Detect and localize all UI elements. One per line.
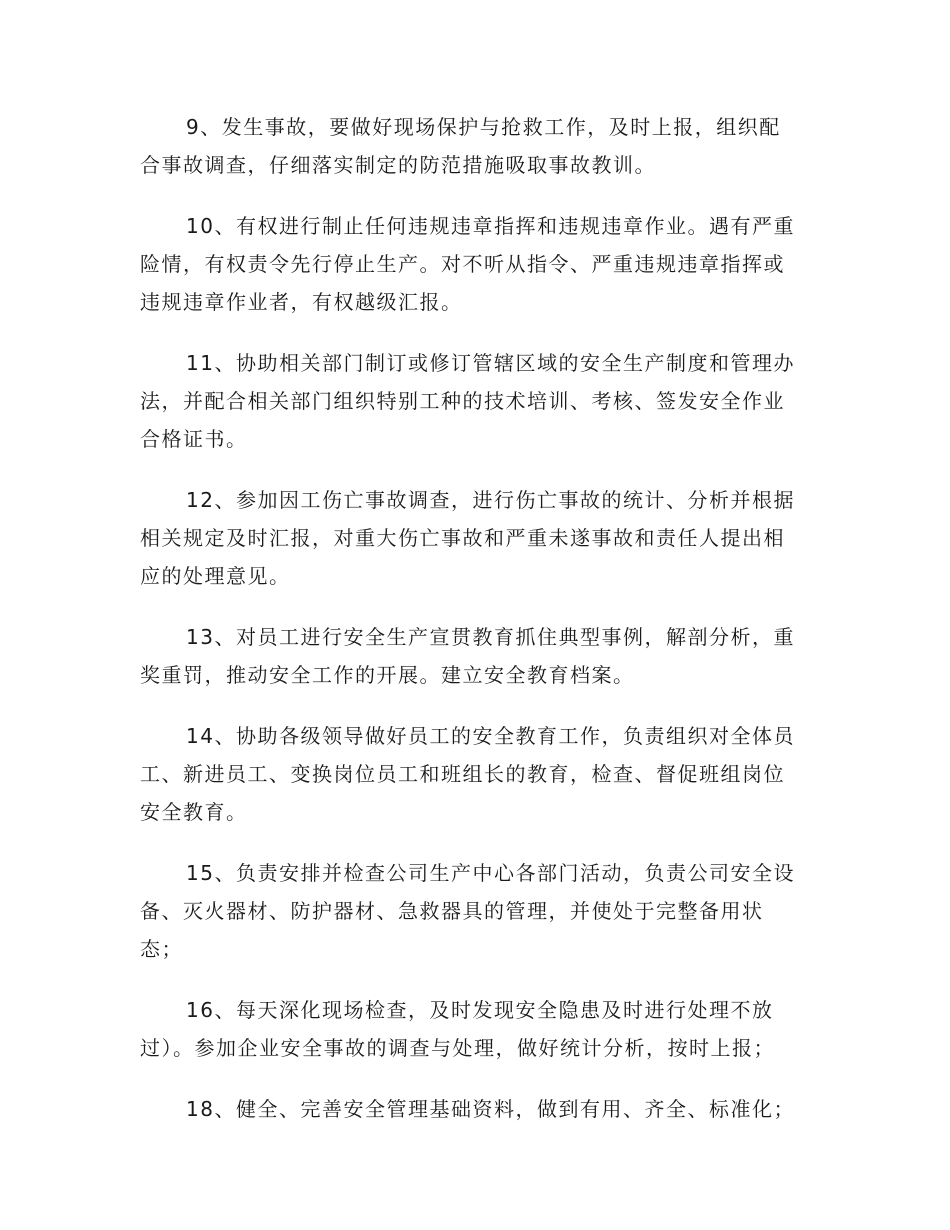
paragraph-item-11: 11、协助相关部门制订或修订管辖区域的安全生产制度和管理办法，并配合相关部门组织特别工种的技术培训、考核、签发安全作业合格证书。 xyxy=(140,351,795,451)
paragraph-item-16: 16、每天深化现场检查，及时发现安全隐患及时进行处理不放过）。参加企业安全事故的调查与处理，做好统计分析，按时上报； xyxy=(140,998,775,1060)
paragraph-item-13: 13、对员工进行安全生产宣贯教育抓住典型事例，解剖分析，重奖重罚，推动安全工作的开展。建立安全教育档案。 xyxy=(140,625,795,687)
paragraph-item-18: 18、健全、完善安全管理基础资料，做到有用、齐全、标准化； xyxy=(186,1097,795,1121)
paragraph-item-15: 15、负责安排并检查公司生产中心各部门活动，负责公司安全设备、灭火器材、防护器材、急救器具的管理，并使处于完整备用状态； xyxy=(140,861,795,961)
paragraph-item-12: 12、参加因工伤亡事故调查，进行伤亡事故的统计、分析并根据相关规定及时汇报，对重大伤亡事故和严重未遂事故和责任人提出相应的处理意见。 xyxy=(140,488,795,588)
paragraph-item-9: 9、发生事故，要做好现场保护与抢救工作，及时上报，组织配合事故调查，仔细落实制定的防范措施吸取事故教训。 xyxy=(140,115,781,177)
document-page xyxy=(140,108,800,1151)
paragraph-item-10: 10、有权进行制止任何违规违章指挥和违规违章作业。遇有严重险情，有权责令先行停止生产。对不听从指令、严重违规违章指挥或违规违章作业者，有权越级汇报。 xyxy=(140,214,795,314)
paragraph-item-14: 14、协助各级领导做好员工的安全教育工作，负责组织对全体员工、新进员工、变换岗位员工和班组长的教育，检查、督促班组岗位安全教育。 xyxy=(140,724,795,824)
